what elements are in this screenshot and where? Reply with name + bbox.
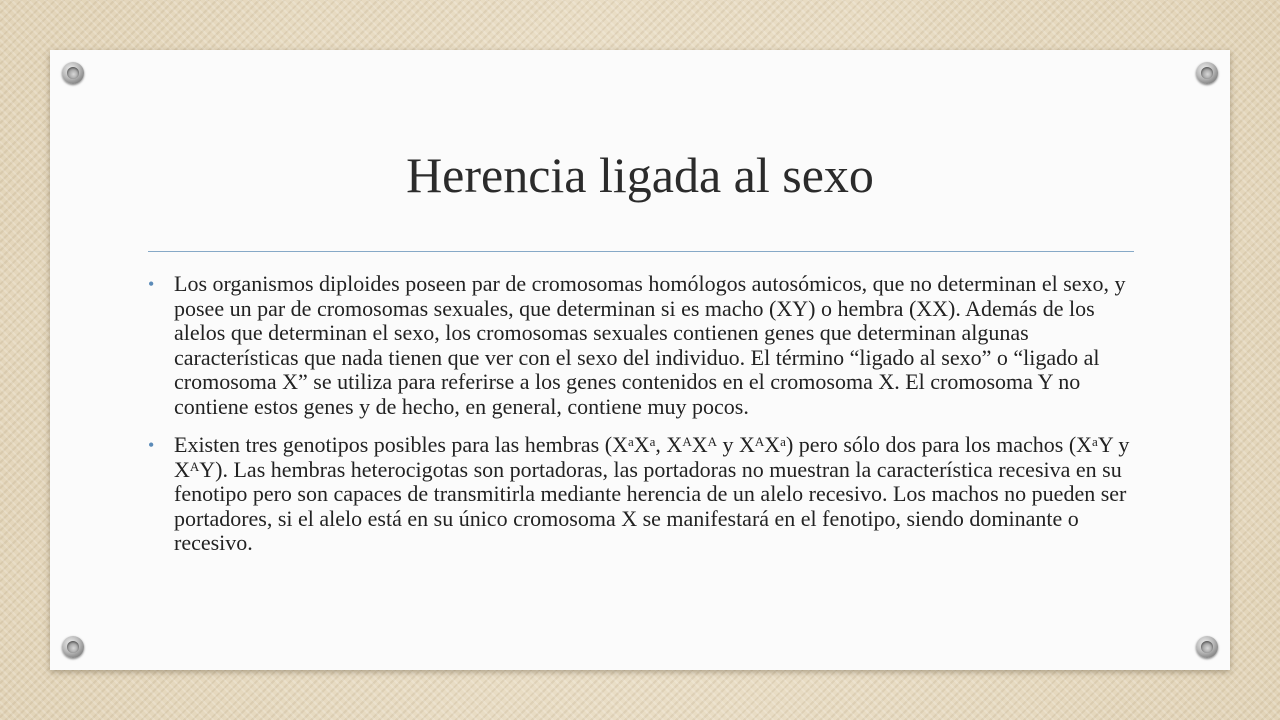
- slide-card: [50, 50, 1230, 670]
- pin-bottom-left-icon: [62, 636, 84, 658]
- allele-superscript: A: [754, 434, 765, 449]
- title-divider: [148, 251, 1134, 252]
- bullet-dot-icon: •: [148, 274, 155, 294]
- pin-top-left-icon: [62, 62, 84, 84]
- allele-superscript: a: [780, 434, 786, 449]
- pin-top-right-icon: [1196, 62, 1218, 84]
- allele-superscript: A: [707, 434, 717, 449]
- allele-superscript: a: [627, 434, 634, 449]
- allele-superscript: A: [189, 458, 200, 474]
- slide-content: [148, 272, 1138, 570]
- allele-superscript: a: [649, 434, 656, 449]
- allele-superscript: a: [1092, 434, 1098, 449]
- allele-superscript: A: [682, 434, 692, 449]
- bullet-item-1: [148, 272, 1138, 419]
- bullet-dot-icon: •: [148, 435, 155, 455]
- bullet-text-2: Existen tres genotipos posibles para las hembras ($X^aX^a$, $X^AX^A$ y $X^AX^a$) pero sólo dos para los machos ($X^aY$ y $X^AY$). Las hembras heterocigotas son portadoras, las portadoras no muestran la característica recesiva en su fenotipo pero son capaces de transmitirla mediante herencia de un alelo recesivo. Los machos no pueden ser portadores, si el alelo está en su único cromosoma X se manifestará en el fenotipo, siendo dominante o recesivo.: [174, 432, 1130, 555]
- slide-title: Herencia ligada al sexo: [406, 147, 874, 203]
- pin-bottom-right-icon: [1196, 636, 1218, 658]
- bullet-text-1: Los organismos diploides poseen par de cromosomas homólogos autosómicos, que no determinan el sexo, y posee un par de cromosomas sexuales, que determinan si es macho (XY) o hembra (XX). Además de los alelos que determinan el sexo, los cromosomas sexuales contienen genes que determinan algunas características que nada tienen que ver con el sexo del individuo. El término “ligado al sexo” o “ligado al cromosoma X” se utiliza para referirse a los genes contenidos en el cromosoma X. El cromosoma Y no contiene estos genes y de hecho, en general, contiene muy pocos.: [174, 271, 1126, 419]
- bullet-item-2: [148, 433, 1138, 556]
